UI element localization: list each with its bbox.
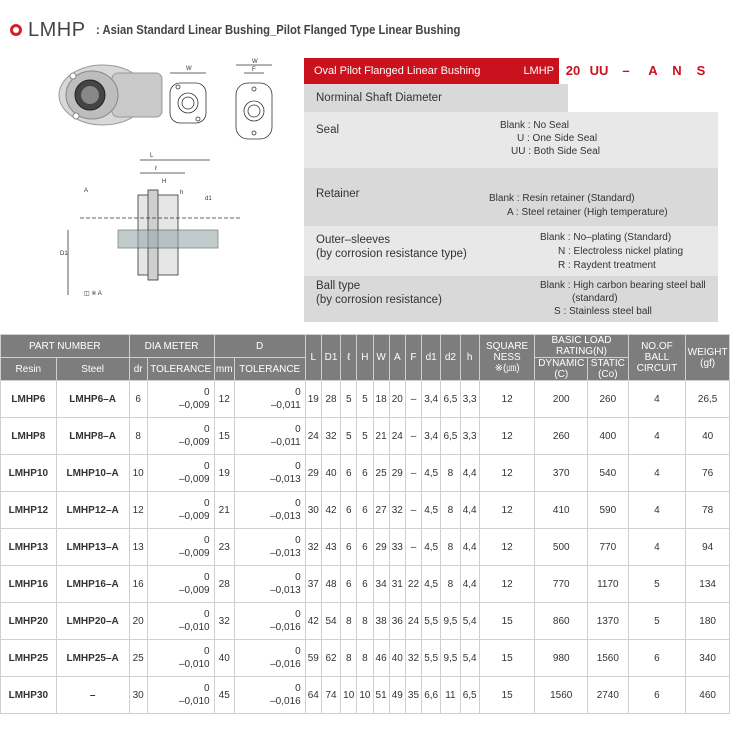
cell-H: 8	[357, 603, 373, 640]
cell-sta: 1370	[588, 603, 628, 640]
cell-sq: 12	[479, 566, 535, 603]
option-shaft-diameter: Norminal Shaft Diameter	[304, 84, 568, 112]
cell-resin: LMHP13	[1, 529, 57, 566]
header-diameter: DIA METER	[129, 335, 214, 358]
section-view-drawing	[68, 160, 240, 295]
cell-L: 30	[305, 492, 321, 529]
cell-steel: LMHP20–A	[56, 603, 129, 640]
cell-d1: 4,5	[422, 566, 441, 603]
cell-W: 51	[373, 677, 389, 714]
cell-H: 6	[357, 492, 373, 529]
cell-d2: 8	[441, 492, 460, 529]
cell-F: 32	[405, 640, 421, 677]
cell-dr_tol: 0 –0,010	[147, 640, 214, 677]
header-A: A	[389, 335, 405, 381]
option-retainer: Retainer Blank : Resin retainer (Standard) A : Steel retainer (High temperature)	[304, 180, 718, 226]
cell-F: 35	[405, 677, 421, 714]
cell-steel: LMHP13–A	[56, 529, 129, 566]
cell-wt: 94	[686, 529, 730, 566]
cell-resin: LMHP8	[1, 418, 57, 455]
cell-circ: 6	[628, 677, 686, 714]
header-tolerance2: TOLERANCE	[234, 358, 305, 381]
svg-text:W: W	[252, 59, 258, 65]
cell-circ: 4	[628, 381, 686, 418]
cell-D_tol: 0 –0,013	[234, 529, 305, 566]
header-part-number: PART NUMBER	[1, 335, 130, 358]
cell-d1: 4,5	[422, 529, 441, 566]
cell-d1: 6,6	[422, 677, 441, 714]
cell-dr: 13	[129, 529, 147, 566]
cell-D_tol: 0 –0,011	[234, 418, 305, 455]
cell-A: 49	[389, 677, 405, 714]
cell-D_tol: 0 –0,013	[234, 566, 305, 603]
header-squareness: SQUARE NESS ※(㎛)	[479, 335, 535, 381]
table-row	[1, 603, 730, 640]
table-row	[1, 566, 730, 603]
cell-D: 21	[214, 492, 234, 529]
code-characters	[559, 58, 713, 84]
cell-wt: 460	[686, 677, 730, 714]
code-title: Oval Pilot Flanged Linear Bushing	[314, 65, 481, 77]
header-circuits: NO.OF BALL CIRCUIT	[628, 335, 686, 381]
technical-drawing	[40, 55, 295, 310]
cell-d2: 9,5	[441, 603, 460, 640]
cell-resin: LMHP30	[1, 677, 57, 714]
cell-H: 5	[357, 418, 373, 455]
cell-d1: 4,5	[422, 492, 441, 529]
header-weight: WEIGHT (gf)	[686, 335, 730, 381]
cell-D1: 74	[321, 677, 340, 714]
cell-l: 8	[341, 603, 357, 640]
cell-wt: 340	[686, 640, 730, 677]
cell-D1: 62	[321, 640, 340, 677]
cell-d2: 8	[441, 566, 460, 603]
code-part: A	[648, 63, 658, 78]
cell-L: 42	[305, 603, 321, 640]
spec-table	[0, 334, 730, 714]
cell-h: 4,4	[460, 529, 479, 566]
code-part: UU	[589, 63, 609, 78]
cell-sta: 400	[588, 418, 628, 455]
cell-dr: 12	[129, 492, 147, 529]
cell-D_tol: 0 –0,016	[234, 603, 305, 640]
cell-W: 38	[373, 603, 389, 640]
cell-dyn: 200	[535, 381, 588, 418]
cell-resin: LMHP20	[1, 603, 57, 640]
code-title-bar	[304, 58, 559, 84]
cell-L: 29	[305, 455, 321, 492]
bullet-icon	[10, 24, 22, 36]
cell-dr_tol: 0 –0,010	[147, 603, 214, 640]
cell-F: –	[405, 418, 421, 455]
cell-circ: 5	[628, 603, 686, 640]
cell-F: 22	[405, 566, 421, 603]
dim-label: W	[186, 66, 192, 72]
cell-sq: 12	[479, 492, 535, 529]
cell-wt: 78	[686, 492, 730, 529]
header-H: H	[357, 335, 373, 381]
code-model: LMHP	[523, 65, 554, 77]
cell-resin: LMHP25	[1, 640, 57, 677]
cell-h: 4,4	[460, 566, 479, 603]
cell-dr: 20	[129, 603, 147, 640]
part-code-chart	[304, 58, 718, 322]
header-tolerance: TOLERANCE	[147, 358, 214, 381]
cell-l: 6	[341, 455, 357, 492]
cell-d2: 6,5	[441, 418, 460, 455]
cell-d2: 9,5	[441, 640, 460, 677]
svg-text:D1: D1	[60, 251, 68, 257]
cell-sq: 15	[479, 603, 535, 640]
cell-D1: 42	[321, 492, 340, 529]
cell-wt: 180	[686, 603, 730, 640]
cell-dyn: 500	[535, 529, 588, 566]
cell-steel: LMHP8–A	[56, 418, 129, 455]
table-row	[1, 529, 730, 566]
cell-D1: 54	[321, 603, 340, 640]
cell-D_tol: 0 –0,013	[234, 492, 305, 529]
front-view-drawing	[170, 73, 206, 123]
header-resin: Resin	[1, 358, 57, 381]
cell-wt: 76	[686, 455, 730, 492]
cell-dr_tol: 0 –0,009	[147, 492, 214, 529]
cell-steel: LMHP10–A	[56, 455, 129, 492]
header-load-rating: BASIC LOAD RATING(N)	[535, 335, 628, 358]
cell-d2: 6,5	[441, 381, 460, 418]
header-d: D	[214, 335, 305, 358]
header-steel: Steel	[56, 358, 129, 381]
product-render-icon	[59, 65, 162, 125]
header-dr: dr	[129, 358, 147, 381]
cell-A: 29	[389, 455, 405, 492]
cell-dr_tol: 0 –0,010	[147, 677, 214, 714]
cell-D: 23	[214, 529, 234, 566]
cell-D_tol: 0 –0,013	[234, 455, 305, 492]
cell-steel: LMHP6–A	[56, 381, 129, 418]
cell-H: 8	[357, 640, 373, 677]
cell-sta: 1560	[588, 640, 628, 677]
cell-F: –	[405, 455, 421, 492]
cell-F: –	[405, 381, 421, 418]
svg-text:H: H	[162, 179, 167, 185]
cell-dr: 10	[129, 455, 147, 492]
header-d2: d2	[441, 335, 460, 381]
cell-A: 40	[389, 640, 405, 677]
table-row	[1, 640, 730, 677]
option-ball-type: Ball type (by corrosion resistance) Blank : High carbon bearing steel ball (standard) S : Stainless steel ball	[304, 276, 718, 322]
cell-D1: 43	[321, 529, 340, 566]
cell-L: 64	[305, 677, 321, 714]
cell-h: 3,3	[460, 418, 479, 455]
side-view-drawing	[236, 65, 272, 139]
cell-F: –	[405, 529, 421, 566]
svg-text:ℓ: ℓ	[155, 166, 157, 172]
cell-l: 10	[341, 677, 357, 714]
code-part: –	[622, 63, 630, 78]
cell-dyn: 980	[535, 640, 588, 677]
header-W: W	[373, 335, 389, 381]
cell-h: 4,4	[460, 492, 479, 529]
cell-dr_tol: 0 –0,009	[147, 455, 214, 492]
header-h: h	[460, 335, 479, 381]
cell-W: 27	[373, 492, 389, 529]
cell-l: 6	[341, 566, 357, 603]
cell-D: 12	[214, 381, 234, 418]
cell-d1: 3,4	[422, 418, 441, 455]
cell-resin: LMHP16	[1, 566, 57, 603]
cell-wt: 40	[686, 418, 730, 455]
cell-D: 15	[214, 418, 234, 455]
cell-resin: LMHP10	[1, 455, 57, 492]
svg-text:◫ ※ A: ◫ ※ A	[84, 291, 102, 297]
header-mm: mm	[214, 358, 234, 381]
cell-sta: 2740	[588, 677, 628, 714]
cell-L: 32	[305, 529, 321, 566]
page-title: LMHP	[28, 18, 86, 41]
cell-A: 32	[389, 492, 405, 529]
cell-circ: 4	[628, 529, 686, 566]
svg-text:d1: d1	[205, 196, 212, 202]
header-D1: D1	[321, 335, 340, 381]
cell-F: –	[405, 492, 421, 529]
table-row	[1, 381, 730, 418]
cell-l: 6	[341, 529, 357, 566]
cell-resin: LMHP12	[1, 492, 57, 529]
header-L: L	[305, 335, 321, 381]
cell-wt: 134	[686, 566, 730, 603]
cell-resin: LMHP6	[1, 381, 57, 418]
cell-H: 5	[357, 381, 373, 418]
cell-dyn: 410	[535, 492, 588, 529]
page-subtitle: : Asian Standard Linear Bushing_Pilot Flanged Type Linear Bushing	[95, 23, 461, 37]
cell-A: 31	[389, 566, 405, 603]
cell-H: 6	[357, 529, 373, 566]
cell-D1: 48	[321, 566, 340, 603]
cell-h: 5,4	[460, 640, 479, 677]
cell-circ: 4	[628, 418, 686, 455]
cell-D: 40	[214, 640, 234, 677]
cell-dr: 6	[129, 381, 147, 418]
cell-dr: 16	[129, 566, 147, 603]
cell-sta: 590	[588, 492, 628, 529]
cell-d1: 4,5	[422, 455, 441, 492]
cell-circ: 4	[628, 455, 686, 492]
table-row	[1, 492, 730, 529]
cell-H: 10	[357, 677, 373, 714]
cell-sta: 770	[588, 529, 628, 566]
svg-text:F: F	[252, 67, 256, 73]
code-part: N	[672, 63, 682, 78]
cell-D: 28	[214, 566, 234, 603]
cell-circ: 5	[628, 566, 686, 603]
cell-sta: 1170	[588, 566, 628, 603]
cell-dyn: 1560	[535, 677, 588, 714]
svg-text:L: L	[150, 153, 154, 159]
cell-d2: 11	[441, 677, 460, 714]
cell-A: 36	[389, 603, 405, 640]
cell-D1: 28	[321, 381, 340, 418]
cell-steel: –	[56, 677, 129, 714]
cell-sta: 260	[588, 381, 628, 418]
header-static: STATIC (Co)	[588, 358, 628, 381]
cell-L: 19	[305, 381, 321, 418]
header-dynamic: DYNAMIC (C)	[535, 358, 588, 381]
cell-l: 6	[341, 492, 357, 529]
cell-W: 21	[373, 418, 389, 455]
cell-h: 5,4	[460, 603, 479, 640]
header-d1: d1	[422, 335, 441, 381]
table-row	[1, 677, 730, 714]
cell-dyn: 370	[535, 455, 588, 492]
cell-h: 3,3	[460, 381, 479, 418]
cell-A: 33	[389, 529, 405, 566]
cell-sq: 15	[479, 640, 535, 677]
cell-circ: 4	[628, 492, 686, 529]
cell-dr_tol: 0 –0,009	[147, 529, 214, 566]
cell-D_tol: 0 –0,016	[234, 677, 305, 714]
cell-steel: LMHP25–A	[56, 640, 129, 677]
cell-D_tol: 0 –0,011	[234, 381, 305, 418]
cell-h: 6,5	[460, 677, 479, 714]
cell-dr_tol: 0 –0,009	[147, 381, 214, 418]
cell-dr: 25	[129, 640, 147, 677]
code-part: 20	[565, 63, 581, 78]
cell-l: 5	[341, 418, 357, 455]
cell-D1: 40	[321, 455, 340, 492]
cell-L: 59	[305, 640, 321, 677]
cell-d1: 5,5	[422, 603, 441, 640]
option-seal: Seal Blank : No Seal U : One Side Seal UU : Both Side Seal	[304, 112, 718, 168]
cell-D_tol: 0 –0,016	[234, 640, 305, 677]
cell-sta: 540	[588, 455, 628, 492]
cell-L: 37	[305, 566, 321, 603]
cell-l: 5	[341, 381, 357, 418]
cell-dr: 8	[129, 418, 147, 455]
cell-sq: 15	[479, 677, 535, 714]
svg-text:A: A	[84, 188, 89, 194]
cell-circ: 6	[628, 640, 686, 677]
cell-W: 25	[373, 455, 389, 492]
cell-W: 29	[373, 529, 389, 566]
svg-text:h: h	[180, 190, 184, 196]
cell-A: 20	[389, 381, 405, 418]
cell-sq: 12	[479, 529, 535, 566]
cell-dr_tol: 0 –0,009	[147, 418, 214, 455]
cell-D: 32	[214, 603, 234, 640]
cell-h: 4,4	[460, 455, 479, 492]
cell-l: 8	[341, 640, 357, 677]
option-outer-sleeves: Outer–sleeves (by corrosion resistance type) Blank : No–plating (Standard) N : Electroless nickel plating R : Raydent treatment	[304, 226, 718, 276]
code-part: S	[696, 63, 706, 78]
cell-dyn: 770	[535, 566, 588, 603]
cell-dyn: 860	[535, 603, 588, 640]
product-figure	[40, 55, 295, 310]
cell-D: 45	[214, 677, 234, 714]
header-l: ℓ	[341, 335, 357, 381]
table-row	[1, 418, 730, 455]
cell-W: 18	[373, 381, 389, 418]
cell-steel: LMHP16–A	[56, 566, 129, 603]
cell-dr: 30	[129, 677, 147, 714]
cell-sq: 12	[479, 455, 535, 492]
cell-d1: 5,5	[422, 640, 441, 677]
cell-A: 24	[389, 418, 405, 455]
cell-H: 6	[357, 566, 373, 603]
table-row	[1, 455, 730, 492]
cell-steel: LMHP12–A	[56, 492, 129, 529]
cell-d1: 3,4	[422, 381, 441, 418]
cell-sq: 12	[479, 381, 535, 418]
cell-W: 46	[373, 640, 389, 677]
cell-wt: 26,5	[686, 381, 730, 418]
cell-H: 6	[357, 455, 373, 492]
cell-d2: 8	[441, 529, 460, 566]
header-F: F	[405, 335, 421, 381]
cell-L: 24	[305, 418, 321, 455]
cell-d2: 8	[441, 455, 460, 492]
cell-W: 34	[373, 566, 389, 603]
cell-F: 24	[405, 603, 421, 640]
cell-sq: 12	[479, 418, 535, 455]
cell-D1: 32	[321, 418, 340, 455]
cell-dyn: 260	[535, 418, 588, 455]
cell-D: 19	[214, 455, 234, 492]
page-header	[10, 18, 501, 42]
cell-dr_tol: 0 –0,009	[147, 566, 214, 603]
